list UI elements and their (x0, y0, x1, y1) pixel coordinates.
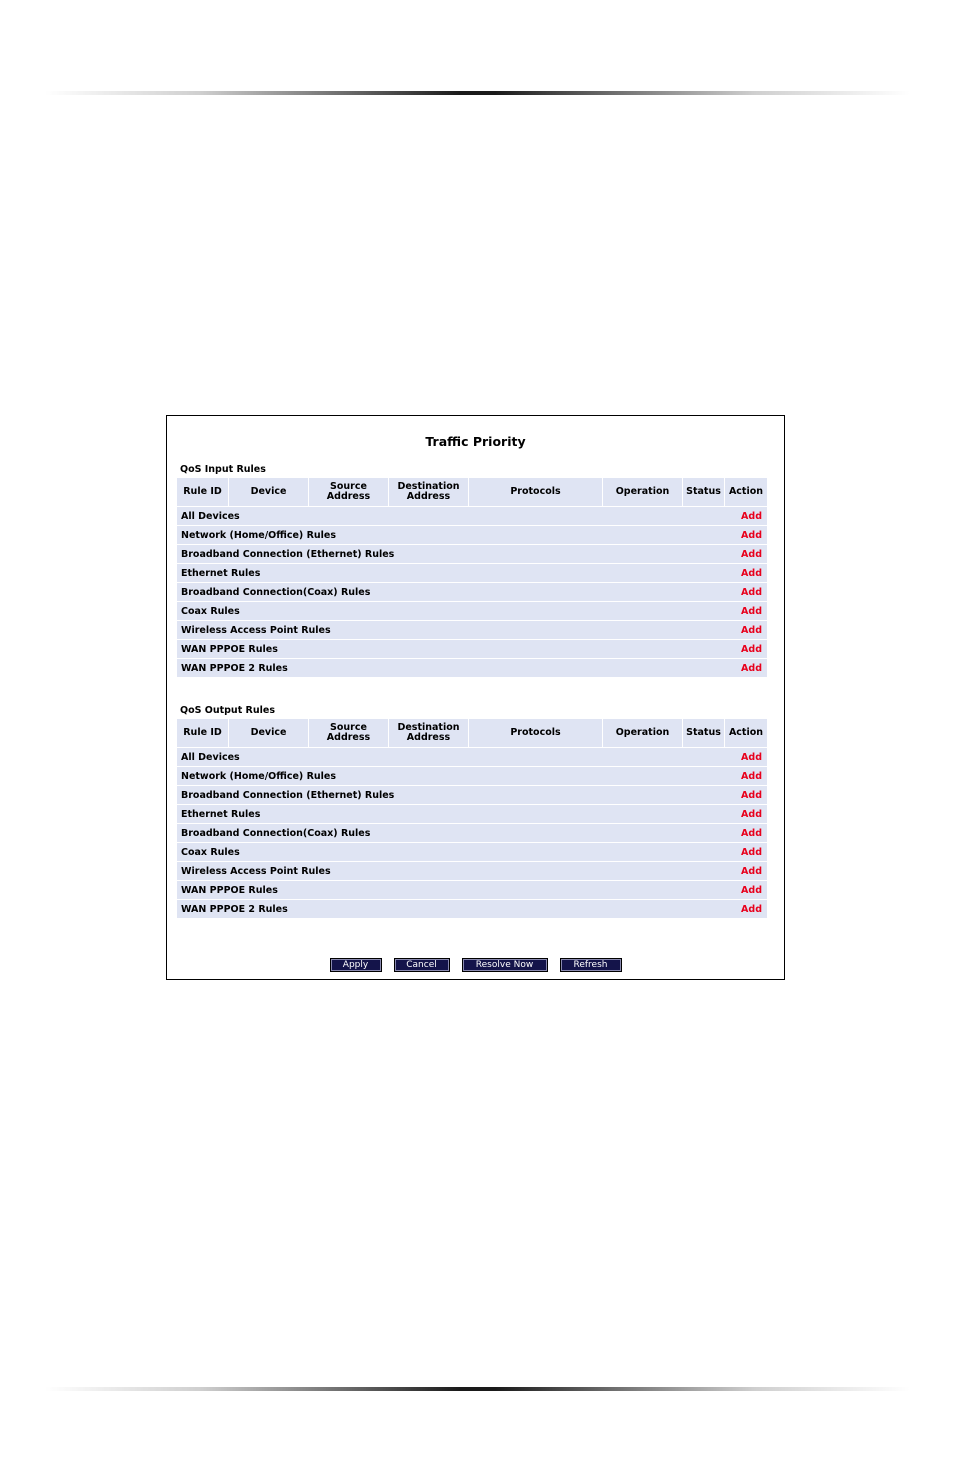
col-source-address: Source Address (309, 478, 389, 506)
col-protocols: Protocols (469, 478, 603, 506)
col-rule-id: Rule ID (177, 478, 229, 506)
add-link[interactable]: Add (725, 506, 767, 525)
add-link[interactable]: Add (725, 785, 767, 804)
col-protocols: Protocols (469, 719, 603, 747)
add-link[interactable]: Add (725, 804, 767, 823)
add-link[interactable]: Add (725, 639, 767, 658)
table-row (177, 582, 767, 601)
table-header-row (177, 478, 767, 506)
cancel-button[interactable]: Cancel (394, 958, 450, 972)
rule-group-label: All Devices (177, 747, 725, 766)
col-status: Status (683, 719, 725, 747)
col-device: Device (229, 719, 309, 747)
col-source-address: Source Address (309, 719, 389, 747)
table-row (177, 544, 767, 563)
add-link[interactable]: Add (725, 563, 767, 582)
add-link[interactable]: Add (725, 861, 767, 880)
col-action: Action (725, 478, 767, 506)
col-action: Action (725, 719, 767, 747)
col-destination-address: Destination Address (389, 478, 469, 506)
col-operation: Operation (603, 478, 683, 506)
rule-group-label: Broadband Connection (Ethernet) Rules (177, 544, 725, 563)
button-bar (167, 958, 784, 972)
rule-group-label: WAN PPPOE 2 Rules (177, 899, 725, 918)
rule-group-label: Ethernet Rules (177, 804, 725, 823)
resolve-now-button[interactable]: Resolve Now (462, 958, 548, 972)
traffic-priority-panel (166, 415, 785, 980)
table-row (177, 899, 767, 918)
rule-group-label: Ethernet Rules (177, 563, 725, 582)
rule-group-label: Coax Rules (177, 601, 725, 620)
rule-group-label: WAN PPPOE 2 Rules (177, 658, 725, 677)
rule-group-label: WAN PPPOE Rules (177, 880, 725, 899)
table-row (177, 506, 767, 525)
table-row (177, 658, 767, 677)
table-row (177, 747, 767, 766)
col-operation: Operation (603, 719, 683, 747)
page-title: Traffic Priority (425, 434, 526, 449)
table-row (177, 639, 767, 658)
add-link[interactable]: Add (725, 582, 767, 601)
col-destination-address: Destination Address (389, 719, 469, 747)
table-row (177, 563, 767, 582)
table-row (177, 766, 767, 785)
table-row (177, 804, 767, 823)
qos-input-rules-title: QoS Input Rules (180, 464, 266, 475)
rule-group-label: Network (Home/Office) Rules (177, 525, 725, 544)
table-row (177, 823, 767, 842)
table-row (177, 525, 767, 544)
rule-group-label: Wireless Access Point Rules (177, 620, 725, 639)
rule-group-label: All Devices (177, 506, 725, 525)
add-link[interactable]: Add (725, 620, 767, 639)
bottom-divider (45, 1387, 910, 1391)
qos-input-rules-table (177, 478, 767, 677)
add-link[interactable]: Add (725, 525, 767, 544)
add-link[interactable]: Add (725, 899, 767, 918)
apply-button[interactable]: Apply (330, 958, 382, 972)
table-row (177, 601, 767, 620)
refresh-button[interactable]: Refresh (560, 958, 622, 972)
table-header-row (177, 719, 767, 747)
qos-output-rules-table (177, 719, 767, 918)
col-status: Status (683, 478, 725, 506)
add-link[interactable]: Add (725, 747, 767, 766)
col-device: Device (229, 478, 309, 506)
rule-group-label: Broadband Connection (Ethernet) Rules (177, 785, 725, 804)
add-link[interactable]: Add (725, 766, 767, 785)
add-link[interactable]: Add (725, 601, 767, 620)
rule-group-label: Network (Home/Office) Rules (177, 766, 725, 785)
table-row (177, 842, 767, 861)
col-rule-id: Rule ID (177, 719, 229, 747)
qos-output-rules-title: QoS Output Rules (180, 705, 275, 716)
add-link[interactable]: Add (725, 842, 767, 861)
rule-group-label: Wireless Access Point Rules (177, 861, 725, 880)
rule-group-label: Broadband Connection(Coax) Rules (177, 582, 725, 601)
add-link[interactable]: Add (725, 880, 767, 899)
table-row (177, 785, 767, 804)
rule-group-label: Broadband Connection(Coax) Rules (177, 823, 725, 842)
add-link[interactable]: Add (725, 658, 767, 677)
table-row (177, 880, 767, 899)
add-link[interactable]: Add (725, 823, 767, 842)
table-row (177, 861, 767, 880)
rule-group-label: WAN PPPOE Rules (177, 639, 725, 658)
top-divider (45, 91, 910, 95)
table-row (177, 620, 767, 639)
rule-group-label: Coax Rules (177, 842, 725, 861)
add-link[interactable]: Add (725, 544, 767, 563)
